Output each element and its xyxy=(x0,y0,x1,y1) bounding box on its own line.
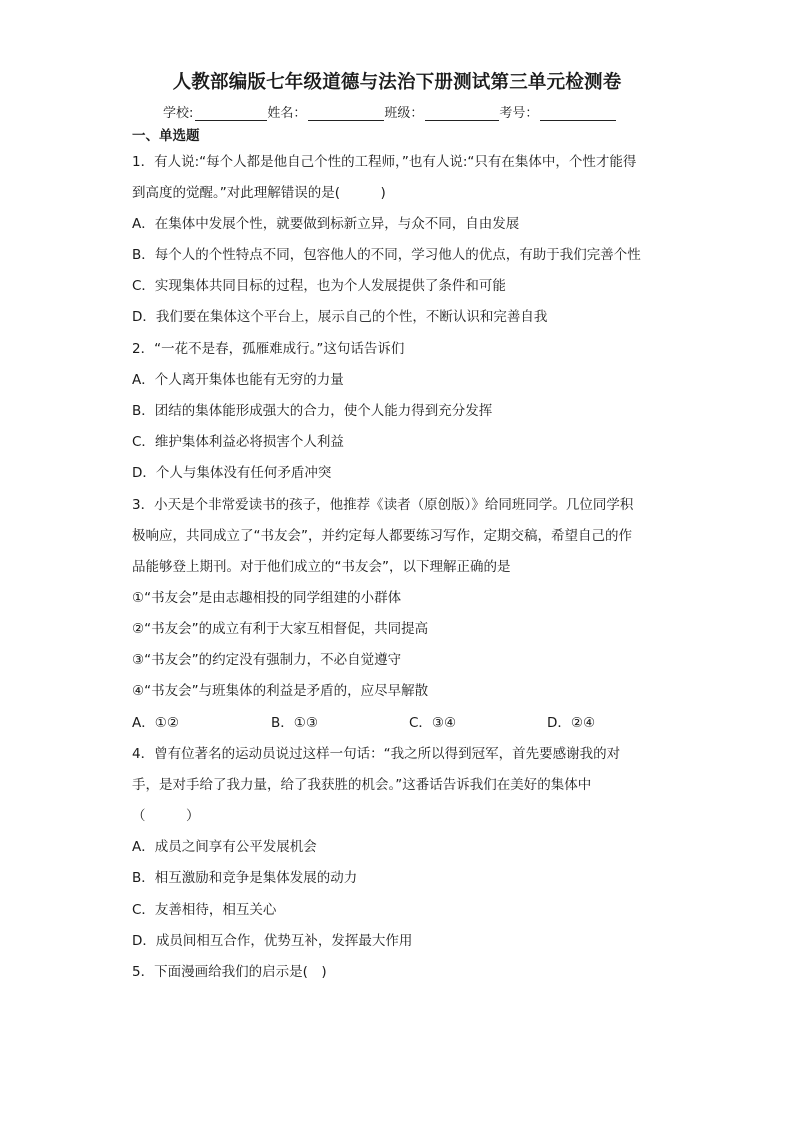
question-2-option-a: A．个人离开集体也能有无穷的力量 xyxy=(132,372,344,388)
question-3-statement-2: ②“书友会”的成立有利于大家互相督促，共同提高 xyxy=(132,621,429,637)
question-5-stem: 5．下面漫画给我们的启示是( ) xyxy=(132,964,327,980)
question-1-option-b: B．每个人的个性特点不同，包容他人的不同，学习他人的优点，有助于我们完善个性 xyxy=(132,247,641,263)
school-blank xyxy=(195,106,267,121)
question-3-option-a: A．①② xyxy=(132,715,179,731)
question-3-option-b: B．①③ xyxy=(271,715,318,731)
name-label: 姓名： xyxy=(267,106,307,121)
question-3-statement-3: ③“书友会”的约定没有强制力，不必自觉遵守 xyxy=(132,652,402,668)
question-3-statement-4: ④“书友会”与班集体的利益是矛盾的，应尽早解散 xyxy=(132,683,429,699)
question-1-stem-line-1: 1．有人说:“每个人都是他自己个性的工程师，”也有人说:“只有在集体中，个性才能得 xyxy=(132,154,637,170)
class-label: 班级： xyxy=(384,106,424,121)
question-3-stem-line-3: 品能够登上期刊。对于他们成立的“书友会”，以下理解正确的是 xyxy=(132,559,511,575)
question-4-option-c: C．友善相待，相互关心 xyxy=(132,902,277,918)
question-1-option-d: D．我们要在集体这个平台上，展示自己的个性，不断认识和完善自我 xyxy=(132,309,548,325)
class-blank xyxy=(425,106,499,121)
question-2-option-b: B．团结的集体能形成强大的合力，使个人能力得到充分发挥 xyxy=(132,403,493,419)
question-2-option-c: C．维护集体利益必将损害个人利益 xyxy=(132,434,344,450)
question-2-option-d: D．个人与集体没有任何矛盾冲突 xyxy=(132,465,332,481)
question-1-stem-line-2: 到高度的觉醒。”对此理解错误的是( ) xyxy=(132,185,386,201)
question-3-statement-1: ①“书友会”是由志趣相投的同学组建的小群体 xyxy=(132,590,402,606)
question-3-stem-line-1: 3．小天是个非常爱读书的孩子，他推荐《读者（原创版）》给同班同学。几位同学积 xyxy=(132,497,634,513)
question-1-option-a: A．在集体中发展个性，就要做到标新立异，与众不同，自由发展 xyxy=(132,216,520,232)
exam-title: 人教部编版七年级道德与法治下册测试第三单元检测卷 xyxy=(172,72,622,93)
question-4-stem-line-3: （ ） xyxy=(132,808,200,824)
question-2-stem: 2．“一花不是春，孤雁难成行。”这句话告诉们 xyxy=(132,341,405,357)
question-3-stem-line-2: 极响应，共同成立了“书友会”，并约定每人都要练习写作，定期交稿，希望自己的作 xyxy=(132,528,632,544)
question-4-option-d: D．成员间相互合作，优势互补，发挥最大作用 xyxy=(132,933,413,949)
question-4-stem-line-2: 手，是对手给了我力量，给了我获胜的机会。”这番话告诉我们在美好的集体中 xyxy=(132,777,592,793)
question-4-option-a: A．成员之间享有公平发展机会 xyxy=(132,839,317,855)
name-blank xyxy=(308,106,384,121)
school-label: 学校: xyxy=(163,106,194,121)
section-heading: 一、单选题 xyxy=(132,128,200,144)
student-info-line xyxy=(163,102,616,121)
exam-number-label: 考号： xyxy=(499,106,539,121)
question-3-option-c: C．③④ xyxy=(409,715,457,731)
question-1-option-c: C．实现集体共同目标的过程，也为个人发展提供了条件和可能 xyxy=(132,278,506,294)
exam-number-blank xyxy=(540,106,616,121)
question-3-option-d: D．②④ xyxy=(547,715,596,731)
question-4-stem-line-1: 4．曾有位著名的运动员说过这样一句话：“我之所以得到冠军，首先要感谢我的对 xyxy=(132,746,621,762)
question-4-option-b: B．相互激励和竞争是集体发展的动力 xyxy=(132,870,358,886)
